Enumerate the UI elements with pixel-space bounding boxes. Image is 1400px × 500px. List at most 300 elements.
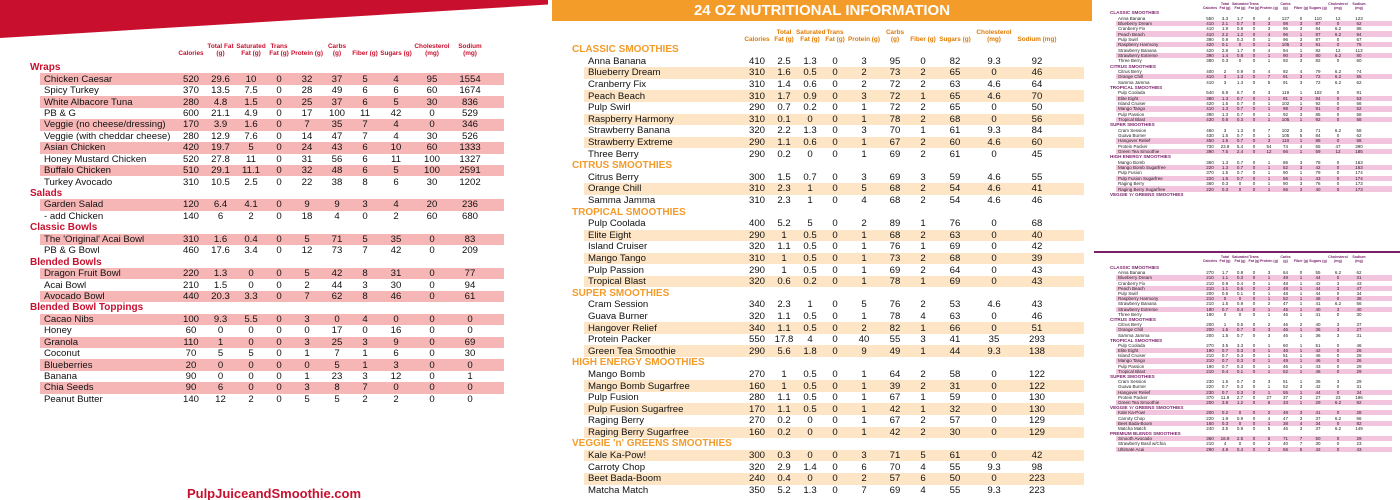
nutrient-value: 4 — [393, 130, 399, 142]
nutrient-value: 836 — [461, 96, 478, 108]
nutrient-value: 310 — [748, 183, 765, 195]
column-header: Saturated Fat (g) — [1232, 255, 1249, 263]
nutrient-value: 50 — [949, 473, 961, 485]
nutrient-value: 70 — [889, 461, 901, 473]
nutrient-value: 0 — [1252, 117, 1256, 123]
nutrient-value: 0 — [1252, 332, 1256, 338]
nutrient-value: 96 — [1282, 26, 1288, 32]
nutrient-value: 290 — [748, 102, 765, 114]
nutrient-value: 0 — [1252, 111, 1256, 117]
nutrient-value: 1 — [1267, 389, 1271, 395]
nutrient-value: 80 — [1315, 52, 1321, 58]
nutrient-value: 2 — [1223, 68, 1227, 74]
nutrient-value: 5 — [362, 73, 368, 85]
nutrient-value: 1 — [1299, 379, 1303, 385]
nutrient-value: 64 — [949, 264, 961, 276]
nutrient-value: 2 — [920, 415, 926, 427]
nutrient-value: 0 — [1252, 436, 1256, 442]
nutrient-value: 3 — [1336, 379, 1340, 385]
nutrient-value: 48 — [1282, 410, 1288, 416]
nutrient-value: 53 — [1356, 95, 1362, 101]
nutrient-value: 290 — [1206, 446, 1214, 452]
nutrient-value: 270 — [748, 368, 765, 380]
nutrient-value: 69 — [949, 276, 961, 288]
nutrient-value: 1 — [1267, 36, 1271, 42]
nutrient-value: 120 — [182, 199, 199, 211]
nutrient-value: 2 — [861, 79, 867, 91]
nutrient-value: 1.3 — [213, 268, 228, 280]
nutrient-value: 1 — [1267, 42, 1271, 48]
nutrient-value: 0 — [1252, 410, 1256, 416]
nutrient-value: 0.7 — [1236, 106, 1244, 112]
nutrient-value: 290 — [748, 148, 765, 160]
nutrient-value: 200 — [1206, 410, 1214, 416]
nutrient-value: 3 — [362, 199, 368, 211]
nutrient-value: 6.9 — [1221, 90, 1229, 96]
nutrient-value: 1 — [861, 252, 867, 264]
nutrient-value: 30 — [426, 130, 438, 142]
nutrient-value: 0 — [991, 241, 997, 253]
nutrient-value: 60 — [1031, 137, 1043, 149]
nutrient-value: 3 — [1336, 280, 1340, 286]
nutrient-value: 41 — [1031, 183, 1043, 195]
nutrient-value: 0 — [1252, 175, 1256, 181]
nutrient-value: 190 — [1206, 306, 1214, 312]
nutrient-value: 62 — [1356, 79, 1362, 85]
item-name: Honey — [44, 325, 72, 337]
nutrient-value: 0 — [429, 268, 435, 280]
nutrient-value: 0 — [1336, 159, 1340, 165]
nutrient-value: 1.5 — [1221, 301, 1229, 307]
nutrient-value: 123 — [1355, 15, 1363, 21]
nutrient-value: 0.7 — [1236, 165, 1244, 171]
nutrient-value: 60 — [426, 85, 438, 97]
nutrient-value: 46 — [1356, 342, 1362, 348]
nutrient-value: 2 — [861, 322, 867, 334]
nutrient-value: 1 — [920, 241, 926, 253]
nutrient-value: 0 — [1252, 26, 1256, 32]
nutrient-value: 6.2 — [1334, 52, 1342, 58]
nutrient-value: 4 — [807, 334, 813, 346]
nutrient-value: 1 — [1267, 348, 1271, 354]
website-footer[interactable]: PulpJuiceandSmoothie.com — [186, 486, 362, 500]
nutrient-value: 12 — [1335, 149, 1341, 155]
nutrient-value: 6 — [920, 473, 926, 485]
table-row — [552, 461, 1092, 473]
nutrient-value: 22 — [301, 176, 313, 188]
nutrient-value: 1.6 — [213, 233, 228, 245]
nutrient-value: 92 — [1282, 68, 1288, 74]
nutrient-value: 0.2 — [777, 148, 791, 160]
nutrient-value: 3 — [1299, 165, 1303, 171]
nutrient-value: 105 — [1281, 133, 1290, 139]
item-name: Mango Tango — [1118, 358, 1146, 364]
nutrient-value: 92 — [1282, 58, 1288, 64]
nutrient-value: 87 — [1315, 31, 1321, 37]
nutrient-value: 71 — [1315, 127, 1321, 133]
nutrient-value: 68 — [949, 252, 961, 264]
nutrient-value: 0 — [276, 165, 282, 177]
nutrient-value: 5 — [304, 268, 310, 280]
nutrient-value: 37 — [1315, 415, 1321, 421]
nutrient-value: 11.1 — [242, 165, 260, 177]
column-header: Sugars (g) — [380, 49, 412, 57]
item-name: Orange Chill — [1118, 327, 1144, 333]
nutrient-value: 49 — [1282, 358, 1288, 364]
nutrient-value: 5.6 — [777, 345, 791, 357]
nutrient-value: 0 — [807, 426, 813, 438]
item-name: Kale Ka-Pow! — [588, 450, 647, 462]
nutrient-value: 0.7 — [1221, 384, 1229, 390]
item-name: Cranberry Fix — [1118, 280, 1146, 286]
section-heading: SUPER SMOOTHIES — [1110, 122, 1155, 128]
item-name: Banana — [44, 371, 78, 383]
nutrient-value: 0 — [991, 276, 997, 288]
nutrient-value: 0 — [832, 241, 838, 253]
nutrient-value: 0 — [991, 415, 997, 427]
nutrient-value: 73 — [331, 245, 343, 257]
nutrient-value: 420 — [182, 142, 199, 154]
nutrient-value: 71 — [889, 450, 901, 462]
nutrient-value: 13.5 — [211, 85, 230, 97]
nutrient-value: 0 — [276, 268, 282, 280]
nutrient-value: 23 — [1356, 441, 1362, 447]
section-heading: TROPICAL SMOOTHIES — [1110, 337, 1163, 343]
section-heading: VEGGIE 'n' GREENS SMOOTHIES — [572, 438, 732, 450]
nutrient-value: 1.2 — [1236, 399, 1244, 405]
table-row — [584, 322, 1084, 334]
item-name: Peach Beach — [1118, 285, 1145, 291]
nutrient-value: 3 — [1223, 79, 1227, 85]
nutrient-value: 95 — [889, 55, 901, 67]
nutrient-value: 440 — [182, 290, 199, 302]
nutrient-value: 30 — [464, 348, 476, 360]
nutrient-value: 190 — [1206, 311, 1214, 317]
nutrient-value: 1 — [1299, 332, 1303, 338]
nutrient-value: 84 — [1315, 133, 1321, 139]
nutrient-value: 79 — [1315, 170, 1321, 176]
nutrient-value: 0 — [832, 171, 838, 183]
nutrient-value: 220 — [182, 268, 199, 280]
item-name: Green Tea Smoothie — [588, 345, 676, 357]
nutrient-value: 2 — [248, 210, 254, 222]
item-name: Cram Session — [1118, 127, 1147, 133]
nutrient-value: 0 — [991, 392, 997, 404]
nutrient-value: 0 — [429, 233, 435, 245]
column-header: Sugars (g) — [939, 35, 971, 43]
nutrient-value: 0 — [1336, 410, 1340, 416]
nutrient-value: 0 — [248, 371, 254, 383]
nutrient-value: 91 — [1282, 95, 1288, 101]
nutrient-value: 310 — [748, 79, 765, 91]
item-name: Chicken Caesar — [44, 73, 113, 85]
column-header: Carbs (g) — [885, 29, 905, 43]
nutrient-value: 1.3 — [1221, 95, 1229, 101]
nutrient-value: 0.4 — [1221, 368, 1229, 374]
nutrient-value: 0 — [1336, 296, 1340, 302]
nutrient-value: 28 — [1356, 410, 1362, 416]
nutrient-value: 26 — [1356, 358, 1362, 364]
nutrient-value: 0.9 — [803, 90, 817, 102]
nutrient-value: 0 — [1252, 90, 1256, 96]
nutrient-value: 55 — [1315, 143, 1321, 149]
nutrient-value: 0.5 — [803, 67, 817, 79]
nutrient-value: 5 — [807, 218, 813, 230]
nutrient-value: 149 — [1355, 425, 1363, 431]
nutrient-value: 0 — [276, 199, 282, 211]
nutrient-value: 4.9 — [1221, 446, 1229, 452]
nutrient-value: 0 — [1252, 42, 1256, 48]
nutrient-value: 0.5 — [803, 368, 817, 380]
nutrient-value: 5 — [1267, 436, 1271, 442]
table-row — [552, 369, 1092, 381]
nutrient-value: 2 — [861, 473, 867, 485]
smoothie-table-small — [1094, 251, 1400, 500]
nutrient-value: 2 — [920, 368, 926, 380]
nutrient-value: 1 — [807, 299, 813, 311]
item-name: Beet Bada-Boom — [588, 473, 662, 485]
nutrient-value: 0 — [276, 210, 282, 222]
table-row — [584, 183, 1084, 195]
nutrient-value: 0.8 — [1236, 26, 1244, 32]
nutrient-value: 1.1 — [777, 137, 791, 149]
table-row — [0, 348, 548, 359]
nutrient-value: 3.3 — [1221, 15, 1229, 21]
section-heading: TROPICAL SMOOTHIES — [1110, 84, 1163, 90]
nutrient-value: 3 — [920, 334, 926, 346]
nutrient-value: 0.3 — [1236, 363, 1244, 369]
nutrient-value: 3 — [861, 171, 867, 183]
nutrient-value: 280 — [182, 130, 199, 142]
nutrient-value: 410 — [1206, 106, 1214, 112]
nutrient-value: 2 — [920, 426, 926, 438]
nutrient-value: 1.1 — [777, 392, 791, 404]
nutrient-value: 92 — [1282, 111, 1288, 117]
nutrient-value: 129 — [1028, 426, 1045, 438]
nutrient-value: 1 — [304, 348, 310, 360]
table-row — [1116, 447, 1392, 452]
item-name: Smooth Avocado — [1118, 436, 1152, 442]
nutrient-value: 91 — [1315, 106, 1321, 112]
nutrient-value: 6.2 — [1334, 68, 1342, 74]
item-name: Veggie (no cheese/dressing) — [44, 119, 166, 131]
nutrient-value: 8 — [362, 176, 368, 188]
item-name: Citrus Berry — [588, 171, 639, 183]
item-name: Pulp Coolada — [588, 218, 646, 230]
nutrient-value: 6.7 — [1236, 90, 1244, 96]
nutrient-value: 44 — [949, 345, 961, 357]
nutrient-value: 3 — [304, 336, 310, 348]
nutrient-value: 1.7 — [777, 90, 791, 102]
nutrient-value: 4 — [362, 313, 368, 325]
column-header: Carbs (g) — [327, 43, 347, 57]
nutrient-value: 0.5 — [803, 229, 817, 241]
nutrient-value: 37 — [1282, 394, 1288, 400]
nutrient-value: 1 — [861, 368, 867, 380]
table-row — [0, 176, 548, 187]
nutrient-value: 0 — [1252, 446, 1256, 452]
nutrient-value: 27 — [1315, 394, 1321, 400]
nutrient-value: 320 — [748, 310, 765, 322]
nutrient-value: 2 — [920, 67, 926, 79]
table-row — [40, 337, 504, 348]
table-row — [0, 245, 548, 256]
nutrient-value: 163 — [1355, 165, 1363, 171]
column-header: Calories — [1202, 6, 1218, 10]
nutrient-value: 0 — [467, 382, 473, 394]
nutrient-value: 84 — [1031, 125, 1043, 137]
nutrient-value: 0 — [429, 371, 435, 383]
nutrient-value: 2 — [248, 393, 254, 405]
nutrient-value: 94 — [1282, 47, 1288, 53]
nutrient-value: 60 — [1356, 58, 1362, 64]
table-row — [40, 96, 504, 107]
nutrient-value: 5 — [334, 359, 340, 371]
column-header: Trans Fat (g) — [269, 43, 289, 57]
table-row — [40, 199, 504, 210]
nutrient-value: 0 — [832, 90, 838, 102]
nutrient-value: 0 — [991, 67, 997, 79]
item-name: Anna Banana — [1118, 15, 1146, 21]
nutrient-value: 32 — [301, 73, 313, 85]
nutrient-value: 4.6 — [987, 299, 1001, 311]
nutrient-value: 1.5 — [1221, 332, 1229, 338]
nutrient-value: 3 — [1267, 90, 1271, 96]
item-name: Elite Eight — [1118, 348, 1139, 354]
nutrient-value: 2 — [920, 380, 926, 392]
nutrient-value: 37 — [1315, 425, 1321, 431]
nutrient-value: 0.9 — [1221, 36, 1229, 42]
item-name: Green Tea Smoothie — [1118, 399, 1160, 405]
item-name: White Albacore Tuna — [44, 96, 133, 108]
nutrient-value: 3 — [1299, 425, 1303, 431]
nutrient-value: 310 — [748, 252, 765, 264]
nutrient-value: 4.6 — [987, 79, 1001, 91]
nutrient-value: 3 — [304, 382, 310, 394]
nutrient-value: 0 — [1238, 186, 1242, 192]
table-row — [552, 148, 1092, 160]
nutrient-value: 220 — [1206, 165, 1214, 171]
item-name: Blueberry Dream — [1118, 20, 1153, 26]
item-name: Raging Berry Sugarfree — [588, 426, 689, 438]
nutrient-value: 1 — [781, 229, 787, 241]
nutrient-value: 0.7 — [1236, 379, 1244, 385]
nutrient-value: 86 — [1282, 159, 1288, 165]
nutrient-value: 90 — [1282, 181, 1288, 187]
nutrient-value: 65 — [949, 90, 961, 102]
nutrient-value: 1.3 — [803, 125, 817, 137]
nutrient-value: 0.6 — [777, 276, 791, 288]
nutrient-value: 173 — [1355, 181, 1363, 187]
nutrient-value: 51 — [1282, 353, 1288, 359]
nutrient-value: 0 — [1252, 389, 1256, 395]
nutrient-value: 240 — [1206, 425, 1214, 431]
nutrient-value: 78 — [889, 276, 901, 288]
nutrient-value: 0 — [429, 313, 435, 325]
nutrient-value: 0 — [1252, 58, 1256, 64]
nutrient-value: 0.9 — [1221, 280, 1229, 286]
nutrient-value: 2591 — [459, 165, 481, 177]
nutrient-value: 0 — [1223, 311, 1227, 317]
item-name: Strawberry Basil w/Chia — [1118, 441, 1166, 447]
nutrient-value: 0 — [248, 336, 254, 348]
item-name: Citrus Berry — [1118, 322, 1142, 328]
nutrient-value: 35 — [390, 233, 402, 245]
nutrient-value: 78 — [889, 310, 901, 322]
nutrient-value: 200 — [1206, 327, 1214, 333]
nutrient-value: 0 — [276, 279, 282, 291]
nutrient-value: 529 — [461, 107, 478, 119]
nutrient-value: 69 — [889, 484, 901, 496]
nutrient-value: 550 — [748, 334, 765, 346]
nutrient-value: 1 — [1267, 106, 1271, 112]
nutrient-value: 2.4 — [1236, 149, 1244, 155]
nutrient-value: 0 — [1252, 327, 1256, 333]
nutrient-value: 0 — [1336, 311, 1340, 317]
nutrient-value: 5.5 — [244, 313, 258, 325]
nutrient-value: 100 — [423, 153, 440, 165]
nutrient-value: 0 — [1252, 301, 1256, 307]
nutrient-value: 0.3 — [1236, 348, 1244, 354]
nutrient-value: 210 — [182, 279, 199, 291]
nutrient-value: 210 — [1206, 280, 1214, 286]
nutrient-value: 0 — [1238, 420, 1242, 426]
nutrient-value: 6 — [362, 96, 368, 108]
nutrient-value: 90 — [185, 371, 197, 383]
nutrient-value: 12 — [301, 245, 313, 257]
nutrient-value: 3 — [1299, 79, 1303, 85]
nutrient-value: 0 — [832, 264, 838, 276]
nutrient-value: 45 — [1031, 148, 1043, 160]
nutrient-value: 76 — [889, 241, 901, 253]
nutrient-value: 0 — [1336, 117, 1340, 123]
nutrient-value: 1.1 — [777, 241, 791, 253]
table-row — [584, 380, 1084, 392]
table-row — [584, 427, 1084, 439]
nutrient-value: 1 — [920, 276, 926, 288]
nutrient-value: 75 — [1356, 42, 1362, 48]
nutrient-value: 0 — [1336, 342, 1340, 348]
nutrient-value: 7 — [1299, 441, 1303, 447]
nutrient-value: 66 — [1356, 415, 1362, 421]
nutrient-value: 4 — [393, 199, 399, 211]
nutrient-value: 0 — [429, 107, 435, 119]
nutrient-value: 7 — [362, 130, 368, 142]
nutrient-value: 10.5 — [211, 176, 230, 188]
nutrient-value: 84 — [1315, 26, 1321, 32]
nutrient-value: 0.6 — [803, 79, 817, 91]
nutrient-value: 3 — [1267, 332, 1271, 338]
nutrient-value: 4.8 — [213, 96, 228, 108]
nutrient-value: 290 — [748, 264, 765, 276]
nutrient-value: 0 — [1252, 306, 1256, 312]
nutrient-value: 40 — [1315, 306, 1321, 312]
item-name: Matcha Match — [1118, 425, 1147, 431]
nutrient-value: 39 — [1031, 252, 1043, 264]
nutrient-value: 3 — [1299, 410, 1303, 416]
nutrient-value: 0 — [1252, 425, 1256, 431]
nutrient-value: 210 — [1206, 358, 1214, 364]
nutrient-value: 1 — [1299, 170, 1303, 176]
nutrient-value: 0 — [991, 218, 997, 230]
table-row — [584, 137, 1084, 149]
nutrient-value: 320 — [748, 241, 765, 253]
nutrient-value: 52 — [1356, 106, 1362, 112]
nutrient-value: 0.7 — [1236, 101, 1244, 107]
nutrient-value: 70 — [889, 125, 901, 137]
nutrient-value: 1.5 — [1221, 327, 1229, 333]
nutrient-value: 3 — [1267, 138, 1271, 144]
